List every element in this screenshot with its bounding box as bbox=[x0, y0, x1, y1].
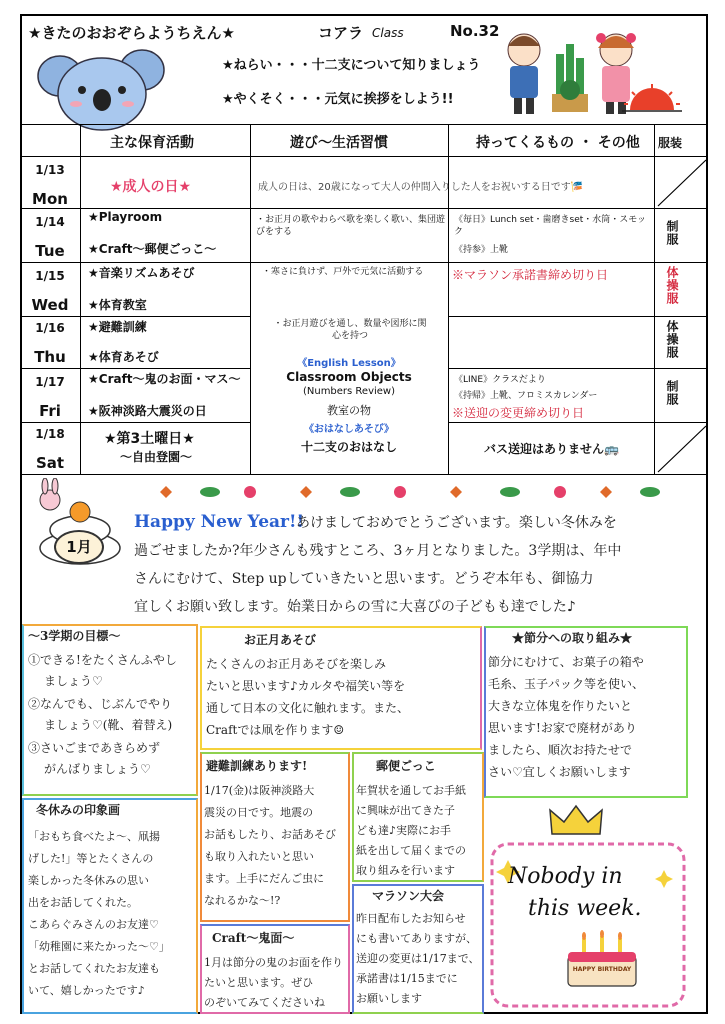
winter-memories-title: 冬休みの印象画 bbox=[36, 803, 121, 817]
date-cell: 1/14 Tue bbox=[35, 215, 65, 261]
january-badge: 1月 bbox=[54, 530, 104, 564]
evacuation-line: なれるかな～!? bbox=[204, 894, 281, 907]
craft-title: Craft～鬼面～ bbox=[212, 931, 295, 945]
table-header-border bbox=[20, 156, 708, 157]
winter-line: 楽しかった冬休みの思い bbox=[28, 874, 149, 887]
story-topic: 十二支のおはなし bbox=[300, 440, 397, 454]
row-divider bbox=[20, 208, 708, 209]
row-divider bbox=[448, 316, 708, 317]
goals-title: ～3学期の目標～ bbox=[28, 629, 121, 643]
promise: ★やくそく・・・元気に挨拶をしよう!! bbox=[222, 92, 454, 107]
craft-line: のぞいてみてくださいね bbox=[204, 996, 325, 1009]
english-review: (Numbers Review) bbox=[302, 386, 396, 397]
koala-illustration bbox=[36, 40, 166, 132]
yubin-line: に興味が出てきた子 bbox=[356, 804, 455, 817]
dress-uniform: 制服 bbox=[665, 380, 679, 406]
bus-note: バス送迎はありません🚌 bbox=[484, 442, 619, 456]
greeting-line: あけましておめでとうございます。楽しい冬休みを bbox=[296, 515, 617, 531]
nobody-line-1: Nobody in bbox=[508, 864, 623, 889]
birthday-cake-illustration bbox=[560, 930, 644, 994]
story-play: 《おはなしあそび》 bbox=[303, 424, 395, 435]
greeting-line: さんにむけて、Step upしていきたいと思います。どうぞ本年も、御協力 bbox=[134, 571, 594, 587]
activity: ★Playroom bbox=[88, 210, 163, 224]
school-name: ★きたのおおぞらようちえん★ bbox=[28, 24, 235, 42]
aim: ★ねらい・・・十二支について知りましょう bbox=[222, 58, 481, 73]
activity: ★音楽リズムあそび bbox=[88, 266, 195, 280]
marathon-line: にも書いてありますが、 bbox=[356, 932, 477, 945]
winter-line: 出をお話してくれた。 bbox=[28, 896, 138, 909]
craft-line: たいと思います。ぜひ bbox=[204, 976, 314, 989]
col-header-items: 持ってくるもの ・ その他 bbox=[476, 135, 640, 151]
row-divider bbox=[20, 262, 708, 263]
dress-gym: 体操服 bbox=[665, 266, 679, 305]
table-top-border bbox=[20, 124, 708, 125]
date-cell: 1/18 Sat bbox=[35, 427, 65, 473]
oshogatsu-line: Craftでは凧を作ります☺ bbox=[206, 723, 345, 737]
class-name: コアラ bbox=[318, 24, 364, 42]
cake-label: HAPPY BIRTHDAY bbox=[572, 966, 632, 973]
winter-line: いて、嬉しかったです♪ bbox=[28, 984, 145, 997]
empty-slash bbox=[656, 424, 708, 474]
col-divider bbox=[448, 124, 449, 474]
setsubun-line: 大きな立体鬼を作りたいと bbox=[488, 699, 633, 713]
goals-line: ①できる!をたくさんふやし bbox=[28, 653, 177, 667]
goals-line: ③さいごまであきらめず bbox=[28, 741, 161, 755]
winter-line: 「おもち食べたよ～、凧揚 bbox=[28, 830, 160, 843]
setsubun-line: さい♡宜しくお願いします bbox=[488, 765, 631, 779]
craft-line: 1月は節分の鬼のお面を作り bbox=[204, 956, 343, 969]
bring-item: 《LINE》クラスだより bbox=[454, 375, 546, 385]
yubin-line: 紙を出して届くまでの bbox=[356, 844, 466, 857]
goals-line: がんばりましょう♡ bbox=[44, 762, 151, 776]
greeting-title: Happy New Year!! bbox=[134, 512, 304, 532]
table-bottom-border bbox=[20, 474, 708, 475]
marathon-line: 承諾書は1/15までに bbox=[356, 972, 458, 985]
empty-slash bbox=[656, 158, 708, 208]
issue-number: No.32 bbox=[450, 22, 500, 40]
english-lesson: 《English Lesson》 bbox=[297, 358, 401, 369]
crown-icon bbox=[546, 802, 606, 838]
evacuation-line: ます。上手にだんご虫に bbox=[204, 872, 325, 885]
greeting-line: 過ごせましたか?年少さんも残すところ、3ヶ月となりました。3学期は、年中 bbox=[134, 543, 622, 559]
setsubun-line: ましたら、順次お持たせで bbox=[488, 743, 633, 757]
oshogatsu-title: お正月あそび bbox=[244, 633, 317, 647]
play-item: ・お正月の歌やわらべ歌を楽しく歌い、集団遊びをする bbox=[256, 215, 446, 237]
bring-item: 《毎日》Lunch set・歯磨きset・水筒・スモック bbox=[454, 215, 647, 237]
winter-line: こあらぐみさんのお友達♡ bbox=[28, 918, 159, 931]
activity: ★体育教室 bbox=[88, 298, 147, 312]
greeting-line: 宜しくお願い致します。始業日からの雪に大喜びの子どもも達でした♪ bbox=[134, 599, 576, 615]
activity: ★体育あそび bbox=[88, 350, 159, 364]
holiday-note: 成人の日は、20歳になって大人の仲間入りした人をお祝いする日です🎏 bbox=[258, 182, 584, 193]
marathon-line: 昨日配布したお知らせ bbox=[356, 912, 466, 925]
date-cell: 1/17 Fri bbox=[35, 375, 65, 421]
evacuation-line: 震災の日です。地震の bbox=[204, 806, 314, 819]
marathon-line: お願いします bbox=[356, 992, 422, 1005]
handwritten-deadline: ※送迎の変更締め切り日 bbox=[452, 406, 585, 420]
activity: ★阪神淡路大震災の日 bbox=[88, 404, 207, 418]
nobody-line-2: this week. bbox=[528, 896, 642, 921]
bring-item: 《持帰》上靴、フロミスカレンダー bbox=[454, 391, 598, 401]
row-divider bbox=[20, 422, 250, 423]
setsubun-title: ★節分への取り組み★ bbox=[512, 631, 633, 645]
english-japanese: 教室の物 bbox=[327, 404, 371, 417]
activity: ～自由登園～ bbox=[120, 450, 193, 464]
class-label: Class bbox=[372, 26, 404, 40]
marathon-line: 送迎の変更は1/17まで、 bbox=[356, 952, 480, 965]
dress-gym: 体操服 bbox=[665, 320, 679, 359]
bring-item: 《持参》上靴 bbox=[454, 245, 509, 255]
holiday-label: ★成人の日★ bbox=[110, 179, 192, 195]
yubin-line: 年賀状を通してお手紙 bbox=[356, 784, 466, 797]
winter-line: とお話してくれたお友達も bbox=[28, 962, 160, 975]
activity: ★Craft～郵便ごっこ～ bbox=[88, 242, 217, 256]
col-divider bbox=[654, 124, 655, 474]
setsubun-line: 節分にむけて、お菓子の箱や bbox=[488, 655, 644, 669]
row-divider bbox=[448, 368, 708, 369]
setsubun-line: 思います!お家で廃材があり bbox=[488, 721, 637, 735]
evacuation-title: 避難訓練あります! bbox=[206, 759, 308, 773]
goals-line: ②なんでも、じぶんでやり bbox=[28, 697, 173, 711]
handwritten-deadline: ※マラソン承諾書締め切り日 bbox=[452, 268, 609, 282]
activity: ★第3土曜日★ bbox=[104, 431, 195, 447]
winter-line: 「幼稚園に来たかった～♡」 bbox=[28, 940, 170, 953]
goals-line: ましょう♡(靴、着替え) bbox=[44, 718, 173, 732]
setsubun-line: 毛糸、玉子パック等を使い、 bbox=[488, 677, 645, 691]
oshogatsu-line: 通して日本の文化に触れます。また、 bbox=[206, 701, 410, 715]
yubin-line: ども達♪実際にお手 bbox=[356, 824, 452, 837]
play-item: ・寒さに負けず、戸外で元気に活動する bbox=[262, 267, 424, 277]
marathon-title: マラソン大会 bbox=[372, 889, 445, 903]
play-item: ・お正月遊びを通し、数量や図形に関心を持つ bbox=[273, 319, 427, 341]
date-cell: 1/15 Wed bbox=[31, 269, 69, 315]
goals-line: ましょう♡ bbox=[44, 674, 103, 688]
col-header-dress: 服装 bbox=[658, 136, 683, 150]
col-header-play: 遊び～生活習慣 bbox=[290, 135, 388, 151]
dress-uniform: 制服 bbox=[665, 220, 679, 246]
activity: ★Craft～鬼のお面・マス～ bbox=[88, 372, 241, 386]
oshogatsu-line: たいと思います♪カルタや福笑い等を bbox=[206, 679, 406, 693]
evacuation-line: も取り入れたいと思い bbox=[204, 850, 314, 863]
evacuation-line: 1/17(金)は阪神淡路大 bbox=[204, 784, 315, 797]
english-topic: Classroom Objects bbox=[286, 370, 412, 384]
sunrise-icon bbox=[622, 84, 682, 114]
activity: ★避難訓練 bbox=[88, 320, 147, 334]
yubin-line: 取り組みを行います bbox=[356, 864, 455, 877]
col-divider bbox=[80, 124, 81, 474]
winter-line: げした!」等とたくさんの bbox=[28, 852, 154, 865]
evacuation-line: お話もしたり、お話あそび bbox=[204, 828, 336, 841]
row-divider bbox=[20, 316, 250, 317]
col-header-activities: 主な保育活動 bbox=[110, 135, 194, 151]
yubin-title: 郵便ごっこ bbox=[376, 759, 436, 773]
row-divider bbox=[448, 422, 708, 423]
date-cell: 1/13 Mon bbox=[32, 163, 68, 209]
date-cell: 1/16 Thu bbox=[34, 321, 66, 367]
row-divider bbox=[20, 368, 250, 369]
ornament-row bbox=[150, 480, 690, 504]
oshogatsu-line: たくさんのお正月あそびを楽しみ bbox=[206, 657, 387, 671]
